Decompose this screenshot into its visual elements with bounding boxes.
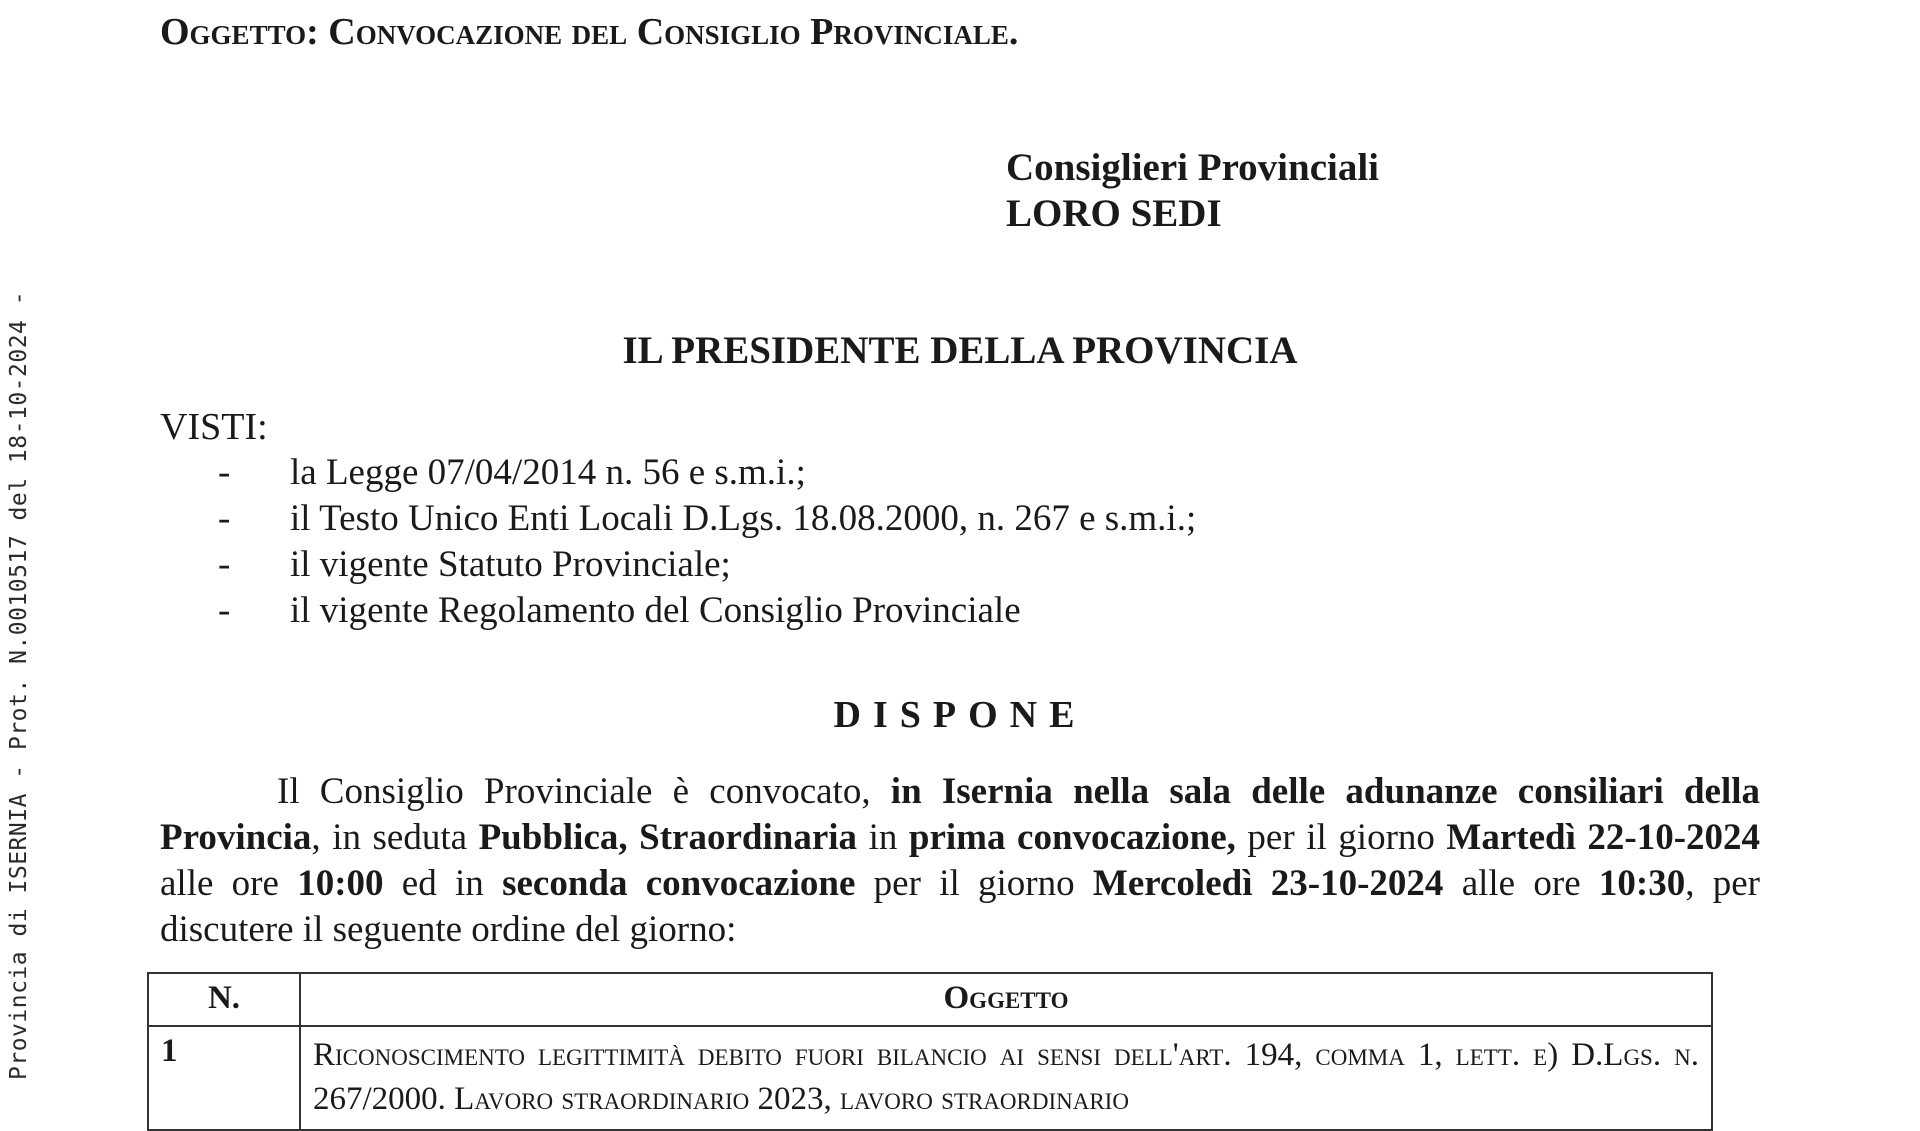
list-item-text: la Legge 07/04/2014 n. 56 e s.m.i.;	[290, 452, 806, 493]
first-call-date: Martedì 22-10-2024	[1446, 817, 1761, 858]
subject-line: Oggetto: Convocazione del Consiglio Provinciale.	[160, 11, 1019, 53]
protocol-stamp: Provincia di ISERNIA - Prot. N.0010517 del 18-10-2024 -	[6, 290, 32, 1080]
paragraph-text: per il giorno	[855, 863, 1093, 904]
paragraph-text: alle ore	[160, 863, 298, 904]
paragraph-text: alle ore	[1443, 863, 1599, 904]
second-call-label: seconda convocazione	[502, 863, 856, 904]
recipient-line: LORO SEDI	[1006, 192, 1222, 235]
session-type: Pubblica, Straordinaria	[478, 817, 858, 858]
table-row	[148, 1026, 1712, 1130]
list-item-text: il vigente Regolamento del Consiglio Provinciale	[290, 590, 1021, 631]
first-call-label: prima convocazione,	[908, 817, 1236, 858]
first-call-time: 10:00	[297, 863, 384, 904]
column-header-subject: Oggetto	[300, 973, 1712, 1026]
column-header-number: N.	[148, 973, 300, 1026]
second-call-date: Mercoledì 23-10-2024	[1092, 863, 1444, 904]
paragraph-text: per il giorno	[1235, 817, 1447, 858]
bullet-dash: -	[218, 544, 231, 585]
list-item-text: il vigente Statuto Provinciale;	[290, 544, 731, 585]
dispone-heading: DISPONE	[833, 694, 1087, 736]
list-item	[160, 588, 1196, 634]
agenda-item-number: 1	[148, 1026, 300, 1130]
visti-list	[160, 450, 1196, 634]
list-item	[160, 542, 1196, 588]
agenda-item-subject: Riconoscimento legittimità debito fuori bilancio ai sensi dell'art. 194, comma 1, lett. e) D.Lgs. n. 267/2000. Lavoro straordinario 2023, lavoro straordinario	[300, 1026, 1712, 1130]
bullet-dash: -	[218, 498, 231, 539]
visti-label: VISTI:	[160, 406, 268, 448]
meeting-location: in Isernia nella sala delle adunanze consiliari della Provincia	[160, 771, 1760, 858]
table-header-row	[148, 973, 1712, 1026]
list-item	[160, 450, 1196, 496]
list-item	[160, 496, 1196, 542]
second-call-time: 10:30	[1598, 863, 1686, 904]
bullet-dash: -	[218, 590, 231, 631]
paragraph-text: Il Consiglio Provinciale è convocato,	[277, 771, 891, 812]
bullet-dash: -	[218, 452, 231, 493]
recipient-block	[1006, 145, 1379, 237]
paragraph-text: ed in	[383, 863, 503, 904]
recipient-line: Consiglieri Provinciali	[1006, 146, 1380, 189]
paragraph-text: in	[857, 817, 909, 858]
list-item-text: il Testo Unico Enti Locali D.Lgs. 18.08.2000, n. 267 e s.m.i.;	[290, 498, 1197, 539]
paragraph-text: , in seduta	[311, 817, 479, 858]
president-heading: IL PRESIDENTE DELLA PROVINCIA	[622, 329, 1298, 372]
paragraph-text: , per discutere il seguente ordine del giorno:	[160, 863, 1761, 950]
convocation-paragraph	[160, 769, 1760, 953]
agenda-table	[147, 972, 1713, 1131]
